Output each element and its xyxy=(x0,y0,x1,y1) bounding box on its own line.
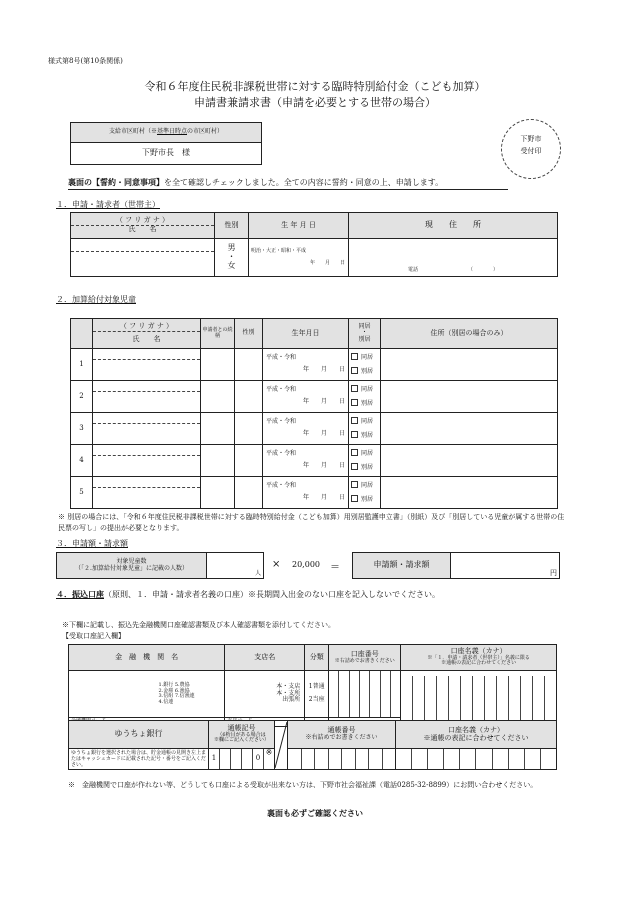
child-address-input[interactable] xyxy=(381,413,558,445)
child-name-input[interactable] xyxy=(93,456,200,476)
equals-sign: ＝ xyxy=(330,562,340,573)
stamp-label-2: 受付印 xyxy=(520,147,542,155)
unit-amount: 20,000 xyxy=(292,560,320,569)
child-address-input[interactable] xyxy=(381,381,558,413)
applicant-birthdate[interactable]: 明治・大正・昭和・平成 年 月 日 xyxy=(249,239,349,277)
child-furigana-input[interactable] xyxy=(93,382,200,392)
child-relation-input[interactable] xyxy=(201,349,235,381)
separate-checkbox[interactable] xyxy=(351,399,358,406)
separate-residence-note: ※ 別居の場合には、「令和６年度住民税非課税世帯に対する臨時特別給付金（こども加算）用別居監護申立書」（別紙）及び「別居している児童が属する世帯の住民票の写し」の提出が必要となります。 xyxy=(58,513,565,532)
municipality-box: 支給市区町村（※基準日時点の市区町村） 下野市長 様 xyxy=(70,122,262,165)
child-row: 2 平成・令和 年 月 日 同居 別居 xyxy=(71,381,558,413)
yucho-separator xyxy=(275,721,288,770)
separate-checkbox[interactable] xyxy=(351,463,358,470)
mayor-addressee: 下野市長 様 xyxy=(71,143,262,165)
branch-name-input[interactable]: 本・支店 本・支所 出張所 xyxy=(225,671,305,718)
yucho-code-input[interactable]: 1 0 ※ xyxy=(209,749,275,770)
bank-table: 金 融 機 関 名 支店名 分類 口座番号 ※右詰めでお書きください 口座名義（カナ） ※「１．申請・請求者（世帯主）」名義に限る ※通帳の表記に合わせてください 1.銀行 5.農協 2.金庫 6.漁協 3.信組 7.信漁連 4.信連 本・支店 本・支所 出張所 1普通 2当座 xyxy=(68,644,557,727)
child-furigana-input[interactable] xyxy=(93,350,200,360)
cohabit-checkbox[interactable] xyxy=(351,353,358,360)
total-amount-input[interactable]: 円 xyxy=(451,553,560,579)
cohabit-checkbox[interactable] xyxy=(351,449,358,456)
separate-checkbox[interactable] xyxy=(351,495,358,502)
account-entry-heading: 【受取口座記入欄】 xyxy=(62,632,125,640)
yucho-table: ゆうちょ銀行 通帳記号 （6桁目がある場合は ※欄にご記入ください） 通帳番号 ※右詰めでお書きください 口座名義（カナ） ※通帳の表記に合わせてください ゆうちょ銀行を選択された場合は、貯金通帳の見開き左上またはキャッシュカードに記載された記号・番号をご記入ください。 1 0 ※ xyxy=(68,720,557,770)
section3-title: ３．申請額・請求額 xyxy=(56,539,128,548)
applicant-table: （ フ リ ガ ナ ） 氏 名 性別 生 年 月 日 現 住 所 男 ・ 女 明治・大正・昭和・平成 年 月 日 電話 （ ） xyxy=(70,212,558,277)
bank-name-input[interactable] xyxy=(69,671,159,718)
child-sex-input[interactable] xyxy=(235,381,263,413)
child-name-input[interactable] xyxy=(93,424,200,444)
child-relation-input[interactable] xyxy=(201,477,235,509)
children-table: （ フ リ ガ ナ ） 氏 名 申請者との続柄 性別 生年月日 同居 ・ 別居 住所（別居の場合のみ） 1 平成・令和 年 月 日 同居 別居 2 平成・令和 年 月 日 同居 別居 3 平成・令和 年 月 日 同居 別居 4 平成・令和 年 月 日 同居 別居 5 平成・令和 年 月 日 同居 別居 xyxy=(70,318,558,509)
section4-title: ４．振込口座（原則、１．申請・請求者名義の口座）※長期間入出金のない口座を記入しないでください。 xyxy=(56,589,440,599)
child-name-input[interactable] xyxy=(93,488,200,508)
child-row: 3 平成・令和 年 月 日 同居 別居 xyxy=(71,413,558,445)
child-relation-input[interactable] xyxy=(201,381,235,413)
child-sex-input[interactable] xyxy=(235,413,263,445)
times-sign: × xyxy=(272,559,281,570)
child-name-input[interactable] xyxy=(93,392,200,412)
yucho-description: ゆうちょ銀行を選択された場合は、貯金通帳の見開き左上またはキャッシュカードに記載された記号・番号をご記入ください。 xyxy=(69,749,209,770)
child-address-input[interactable] xyxy=(381,445,558,477)
title-line-2: 申請書兼請求書（申請を必要とする世帯の場合） xyxy=(194,96,436,109)
section2-title: ２．加算給付対象児童 xyxy=(56,295,136,304)
title-line-1: 令和６年度住民税非課税世帯に対する臨時特別給付金（こども加算） xyxy=(144,80,486,93)
child-row: 4 平成・令和 年 月 日 同居 別居 xyxy=(71,445,558,477)
child-relation-input[interactable] xyxy=(201,413,235,445)
yucho-number-input[interactable] xyxy=(288,749,396,770)
child-sex-input[interactable] xyxy=(235,445,263,477)
child-furigana-input[interactable] xyxy=(93,414,200,424)
yucho-holder-input[interactable] xyxy=(396,749,557,770)
child-count-input[interactable]: 人 xyxy=(207,553,264,579)
applicant-address[interactable]: 電話 （ ） xyxy=(349,239,558,277)
account-number-input[interactable] xyxy=(329,671,401,718)
child-furigana-input[interactable] xyxy=(93,478,200,488)
child-furigana-input[interactable] xyxy=(93,446,200,456)
child-address-input[interactable] xyxy=(381,477,558,509)
account-type[interactable]: 1普通 2当座 xyxy=(305,671,329,718)
stamp-label-1: 下野市 xyxy=(520,135,542,143)
attachment-note: ※下欄に記載し、振込先金融機関口座確認書類及び本人確認書類を添付してください。 xyxy=(62,621,335,629)
section1-title: １．申請・請求者（世帯主） xyxy=(56,200,160,209)
child-sex-input[interactable] xyxy=(235,477,263,509)
child-count-box: 対象児童数 （「２.加算給付対象児童」に記載の人数） 人 xyxy=(56,552,264,579)
child-row: 1 平成・令和 年 月 日 同居 別居 xyxy=(71,349,558,381)
pledge-statement: 裏面の【誓約・同意事項】を全て確認しチェックしました。全ての内容に誓約・同意の上、申請します。 xyxy=(68,177,508,190)
cohabit-checkbox[interactable] xyxy=(351,481,358,488)
child-address-input[interactable] xyxy=(381,349,558,381)
child-relation-input[interactable] xyxy=(201,445,235,477)
separate-checkbox[interactable] xyxy=(351,431,358,438)
applicant-name-input[interactable] xyxy=(71,252,214,276)
account-holder-input[interactable] xyxy=(401,671,557,727)
no-account-note: ※ 金融機関で口座が作れない等、どうしても口座による受取が出来ない方は、下野市社会福祉課（電話0285-32-8899）にお問い合わせください。 xyxy=(68,781,538,789)
cohabit-checkbox[interactable] xyxy=(351,385,358,392)
applicant-furigana-input[interactable] xyxy=(71,240,214,252)
total-amount-box: 申請額・請求額 円 xyxy=(352,552,560,579)
form-id: 様式第8号(第10条関係) xyxy=(48,57,123,65)
child-sex-input[interactable] xyxy=(235,349,263,381)
footer-reminder: 裏面も必ずご確認ください xyxy=(267,808,363,818)
child-name-input[interactable] xyxy=(93,360,200,380)
separate-checkbox[interactable] xyxy=(351,367,358,374)
child-row: 5 平成・令和 年 月 日 同居 別居 xyxy=(71,477,558,509)
cohabit-checkbox[interactable] xyxy=(351,417,358,424)
applicant-sex[interactable]: 男 ・ 女 xyxy=(215,239,249,277)
